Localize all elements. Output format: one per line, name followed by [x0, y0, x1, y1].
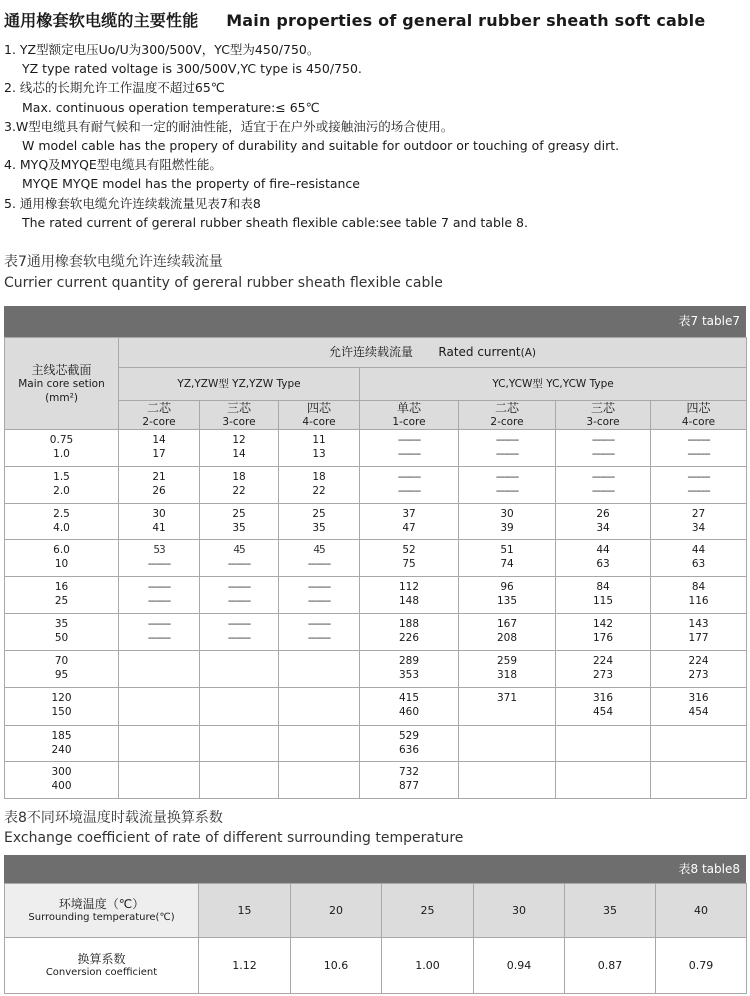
- current-cell: -------- --------: [119, 614, 200, 651]
- subcol-en: 2-core: [490, 416, 524, 428]
- cross-section-cell: 1.5 2.0: [5, 467, 119, 504]
- current-cell: [119, 762, 200, 799]
- current-cell: -------- --------: [360, 430, 459, 467]
- temperature-label-cn: 环境温度（℃）: [58, 896, 145, 911]
- current-cell: 112 148: [360, 577, 459, 614]
- table-row: [5, 540, 747, 577]
- current-cell: -------- --------: [360, 467, 459, 504]
- current-cell: [200, 688, 279, 726]
- cross-section-cell: 120 150: [5, 688, 119, 726]
- current-cell: 27 34: [651, 504, 747, 540]
- current-cell: 37 47: [360, 504, 459, 540]
- coefficient-label: [5, 938, 199, 994]
- current-cell: -------- --------: [279, 577, 360, 614]
- coefficient-cell: 1.12: [199, 938, 291, 994]
- current-cell: 529 636: [360, 726, 459, 762]
- current-cell: 224 273: [651, 651, 747, 688]
- cross-section-cell: 35 50: [5, 614, 119, 651]
- cross-section-cell: 70 95: [5, 651, 119, 688]
- current-cell: 51 74: [459, 540, 556, 577]
- subcol-cn: 三芯: [226, 401, 251, 415]
- current-cell: 21 26: [119, 467, 200, 504]
- cross-section-cell: 300 400: [5, 762, 119, 799]
- current-cell: [279, 726, 360, 762]
- table-row: [5, 467, 747, 504]
- temperature-row: [5, 884, 747, 938]
- current-cell: [200, 762, 279, 799]
- property-1-en: YZ type rated voltage is 300/500V,YC type is 450/750.: [22, 61, 362, 77]
- current-cell: 53 --------: [119, 540, 200, 577]
- current-cell: -------- --------: [200, 614, 279, 651]
- current-cell: 14 17: [119, 430, 200, 467]
- subcol-en: 3-core: [586, 416, 620, 428]
- current-cell: 45 --------: [279, 540, 360, 577]
- properties-list: [4, 40, 744, 232]
- coefficient-cell: 10.6: [291, 938, 382, 994]
- current-cell: 316 454: [556, 688, 651, 726]
- cross-section-cell: 0.75 1.0: [5, 430, 119, 467]
- current-cell: 259 318: [459, 651, 556, 688]
- current-cell: 25 35: [200, 504, 279, 540]
- cross-section-cell: 2.5 4.0: [5, 504, 119, 540]
- coefficient-cell: 0.94: [474, 938, 565, 994]
- page-title-en: Main properties of general rubber sheath soft cable: [226, 11, 706, 30]
- current-cell: [651, 726, 747, 762]
- table7-bar: 表7 table7: [4, 306, 746, 337]
- coefficient-cell: 0.79: [656, 938, 747, 994]
- subcol-cn: 三芯: [590, 401, 615, 415]
- table8-bar: 表8 table8: [4, 855, 746, 883]
- table7: [4, 337, 747, 799]
- current-cell: -------- --------: [651, 430, 747, 467]
- table8-title-en: Exchange coefficient of rate of different surrounding temperature: [4, 830, 464, 846]
- current-cell: [651, 762, 747, 799]
- table7-body: [5, 430, 747, 799]
- current-cell: 18 22: [279, 467, 360, 504]
- subcol-en: 4-core: [302, 416, 336, 428]
- table7-title-en: Currier current quantity of gereral rubber sheath flexible cable: [4, 275, 443, 291]
- temperature-cell: 25: [382, 884, 474, 938]
- property-1-cn: 1. YZ型额定电压Uo/U为300/500V，YC型为450/750。: [4, 42, 320, 57]
- current-cell: [119, 726, 200, 762]
- table8: [4, 883, 747, 994]
- current-cell: -------- --------: [651, 467, 747, 504]
- rated-current-en: Rated current: [438, 345, 521, 359]
- subcol-cn: 四芯: [686, 401, 711, 415]
- subcol-en: 1-core: [392, 416, 426, 428]
- subcol-header: [119, 401, 200, 430]
- subcol-header: [279, 401, 360, 430]
- current-cell: 84 115: [556, 577, 651, 614]
- cross-section-cell: 185 240: [5, 726, 119, 762]
- subcol-header: [651, 401, 747, 430]
- current-cell: [200, 726, 279, 762]
- yz-group-header: YZ,YZW型 YZ,YZW Type: [119, 368, 360, 401]
- main-core-unit: (mm²): [45, 391, 78, 404]
- current-cell: 30 39: [459, 504, 556, 540]
- current-cell: 289 353: [360, 651, 459, 688]
- current-cell: 142 176: [556, 614, 651, 651]
- current-cell: [200, 651, 279, 688]
- subcol-cn: 二芯: [146, 401, 171, 415]
- subcol-cn: 单芯: [396, 401, 421, 415]
- rated-current-header: [119, 338, 747, 368]
- subcol-header: [459, 401, 556, 430]
- current-cell: [279, 762, 360, 799]
- cross-section-cell: 16 25: [5, 577, 119, 614]
- current-cell: 52 75: [360, 540, 459, 577]
- current-cell: 11 13: [279, 430, 360, 467]
- current-cell: 84 116: [651, 577, 747, 614]
- current-cell: -------- --------: [200, 577, 279, 614]
- coefficient-cell: 1.00: [382, 938, 474, 994]
- table8-title-cn: 表8不同环境温度时载流量换算系数: [4, 810, 223, 826]
- temperature-cell: 30: [474, 884, 565, 938]
- subcol-en: 3-core: [222, 416, 256, 428]
- coefficient-row: [5, 938, 747, 994]
- temperature-cell: 15: [199, 884, 291, 938]
- current-cell: 45 --------: [200, 540, 279, 577]
- subcol-header: [556, 401, 651, 430]
- main-core-cn: 主线芯截面: [31, 362, 92, 377]
- current-cell: [279, 688, 360, 726]
- temperature-cell: 35: [565, 884, 656, 938]
- current-cell: [459, 726, 556, 762]
- current-cell: 25 35: [279, 504, 360, 540]
- current-cell: 188 226: [360, 614, 459, 651]
- current-cell: -------- --------: [556, 467, 651, 504]
- main-core-en: Main core setion: [18, 377, 105, 390]
- table-row: [5, 651, 747, 688]
- rated-current-cn: 允许连续载流量: [329, 345, 414, 359]
- subcol-header: [200, 401, 279, 430]
- property-2-cn: 2. 线芯的长期允许工作温度不超过65℃: [4, 80, 225, 96]
- table-row: [5, 762, 747, 799]
- subcol-en: 2-core: [142, 416, 176, 428]
- current-cell: -------- --------: [556, 430, 651, 467]
- current-cell: [459, 762, 556, 799]
- subcol-cn: 二芯: [494, 401, 519, 415]
- current-cell: 143 177: [651, 614, 747, 651]
- temperature-cell: 20: [291, 884, 382, 938]
- current-cell: -------- --------: [459, 430, 556, 467]
- page-title: [4, 8, 705, 31]
- current-cell: 732 877: [360, 762, 459, 799]
- current-cell: 167 208: [459, 614, 556, 651]
- page-title-cn: 通用橡套软电缆的主要性能: [4, 11, 199, 30]
- coefficient-label-cn: 换算系数: [77, 951, 126, 966]
- current-cell: 44 63: [556, 540, 651, 577]
- current-cell: 316 454: [651, 688, 747, 726]
- table-row: [5, 577, 747, 614]
- current-cell: [556, 726, 651, 762]
- table-row: [5, 688, 747, 726]
- temperature-label: [5, 884, 199, 938]
- table-row: [5, 726, 747, 762]
- subcol-cn: 四芯: [306, 401, 331, 415]
- table-row: [5, 614, 747, 651]
- current-cell: -------- --------: [119, 577, 200, 614]
- property-3-en: W model cable has the propery of durability and suitable for outdoor or touching of greasy dirt.: [22, 138, 620, 154]
- coefficient-cell: 0.87: [565, 938, 656, 994]
- current-cell: 224 273: [556, 651, 651, 688]
- temperature-cell: 40: [656, 884, 747, 938]
- current-cell: -------- --------: [279, 614, 360, 651]
- current-cell: [119, 688, 200, 726]
- property-4-cn: 4. MYQ及MYQE型电缆具有阻燃性能。: [4, 157, 222, 173]
- yc-group-header: YC,YCW型 YC,YCW Type: [360, 368, 747, 401]
- cross-section-cell: 6.0 10: [5, 540, 119, 577]
- coefficient-label-en: Conversion coefficient: [45, 966, 158, 978]
- property-5-en: The rated current of gereral rubber sheath flexible cable:see table 7 and table 8.: [22, 214, 528, 230]
- property-3-cn: 3.W型电缆具有耐气候和一定的耐油性能，适宜于在户外或接触油污的场合使用。: [4, 118, 454, 134]
- subcol-en: 4-core: [681, 416, 716, 428]
- current-cell: 96 135: [459, 577, 556, 614]
- current-cell: 30 41: [119, 504, 200, 540]
- table7-title-cn: 表7通用橡套软电缆允许连续载流量: [4, 254, 223, 270]
- rated-current-unit: (A): [520, 347, 537, 359]
- property-2-en: Max. continuous operation temperature:≤ 65℃: [22, 99, 320, 115]
- current-cell: [556, 762, 651, 799]
- subcol-header: [360, 401, 459, 430]
- current-cell: [119, 651, 200, 688]
- current-cell: 26 34: [556, 504, 651, 540]
- table-row: [5, 504, 747, 540]
- main-core-header: [5, 338, 119, 430]
- current-cell: [279, 651, 360, 688]
- current-cell: 415 460: [360, 688, 459, 726]
- current-cell: 44 63: [651, 540, 747, 577]
- current-cell: 18 22: [200, 467, 279, 504]
- property-5-cn: 5. 通用橡套软电缆允许连续载流量见表7和表8: [4, 195, 261, 211]
- current-cell: -------- --------: [459, 467, 556, 504]
- current-cell: 12 14: [200, 430, 279, 467]
- property-4-en: MYQE MYQE model has the property of fire–resistance: [22, 176, 360, 192]
- temperature-label-en: Surrounding temperature(℃): [28, 911, 175, 923]
- current-cell: 371: [459, 688, 556, 726]
- table-row: [5, 430, 747, 467]
